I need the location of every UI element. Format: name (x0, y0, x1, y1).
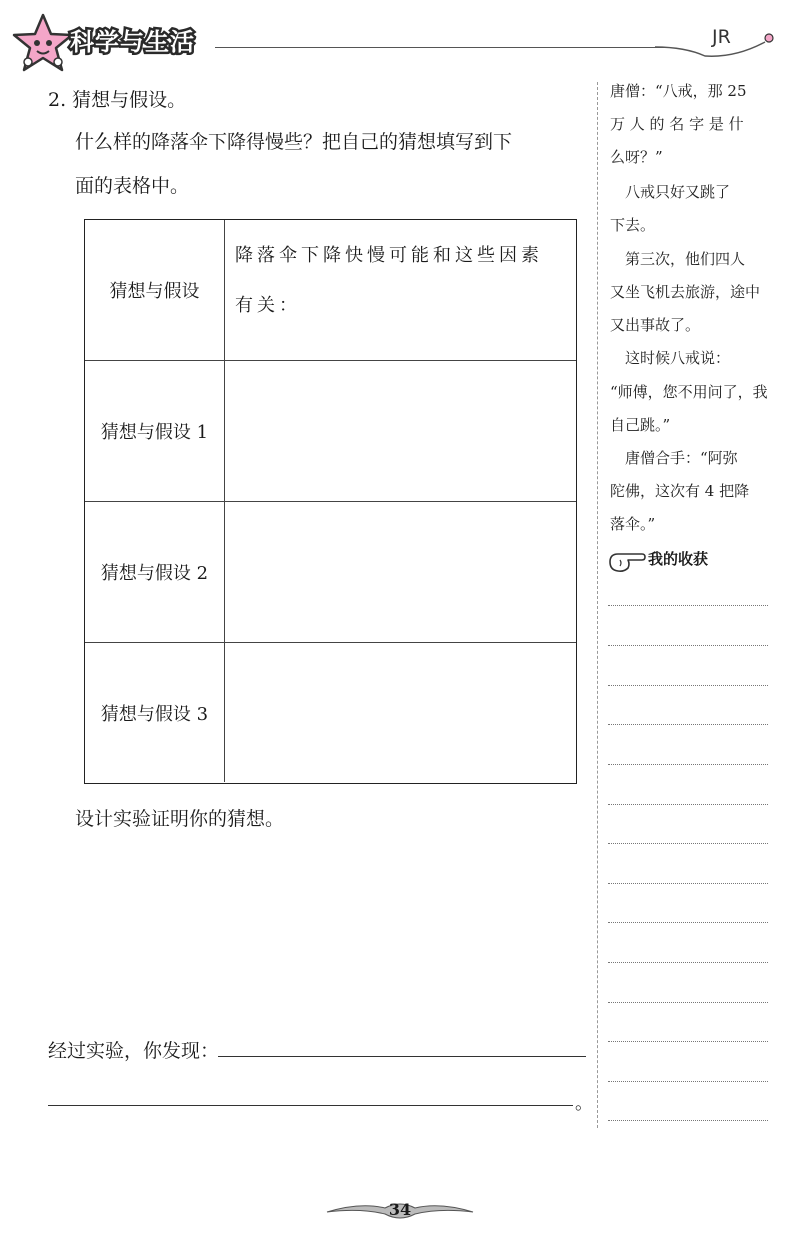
note-line[interactable] (608, 605, 768, 606)
star-mascot-logo (8, 12, 78, 76)
sidebar-story-line: 下去。 (610, 216, 656, 234)
sidebar-divider (597, 82, 598, 1128)
hypothesis-3-answer-cell[interactable] (225, 643, 576, 782)
table-header-right-line-1: 降落伞下降快慢可能和这些因素 (235, 245, 543, 266)
note-line[interactable] (608, 724, 768, 725)
table-header-right (225, 220, 576, 360)
table-row (85, 643, 576, 782)
header-title: 科学与生活 (70, 28, 195, 56)
hypothesis-2-answer-cell[interactable] (225, 502, 576, 642)
table-row-label: 猜想与假设 3 (85, 643, 225, 782)
table-row (85, 502, 576, 643)
note-line[interactable] (608, 1081, 768, 1082)
note-line[interactable] (608, 883, 768, 884)
note-line[interactable] (608, 962, 768, 963)
table-header-row (85, 220, 576, 361)
note-line[interactable] (608, 1002, 768, 1003)
note-line[interactable] (608, 1120, 768, 1121)
note-line[interactable] (608, 685, 768, 686)
sidebar-story-line: 陀佛，这次有 4 把降 (610, 482, 750, 500)
question-prompt-line-1: 什么样的降落伞下降得慢些？把自己的猜想填写到下 (75, 131, 513, 153)
result-label: 经过实验，你发现： (48, 1040, 220, 1062)
question-title: 2. 猜想与假设。 (48, 89, 187, 111)
sidebar-story-line: 落伞。” (610, 515, 656, 533)
table-header-left: 猜想与假设 (85, 220, 225, 360)
sidebar-story-line: 这时候八戒说： (610, 349, 731, 367)
harvest-title: 我的收获 (648, 550, 709, 568)
hypothesis-table (84, 219, 577, 784)
table-header-right-line-2: 有关： (235, 295, 301, 316)
table-row-label: 猜想与假设 2 (85, 502, 225, 642)
sidebar-story-line: 唐僧：“八戒，那 25 (610, 82, 747, 100)
table-row (85, 361, 576, 502)
note-line[interactable] (608, 764, 768, 765)
sidebar-story-line: 万 人 的 名 字 是 什 (610, 115, 744, 133)
question-prompt-line-2: 面的表格中。 (75, 175, 190, 197)
note-line[interactable] (608, 1041, 768, 1042)
header-code: JR (712, 26, 731, 48)
result-answer-line-1[interactable] (218, 1056, 586, 1057)
result-end-mark: 。 (575, 1093, 593, 1114)
note-line[interactable] (608, 645, 768, 646)
note-line[interactable] (608, 843, 768, 844)
sidebar-story-line: 么呀？” (610, 148, 663, 166)
design-experiment-prompt: 设计实验证明你的猜想。 (75, 808, 285, 830)
sidebar-story-line: 又坐飞机去旅游，途中 (610, 283, 761, 301)
note-line[interactable] (608, 922, 768, 923)
sidebar-story-line: 又出事故了。 (610, 316, 701, 334)
sidebar-story-line: 第三次，他们四人 (610, 250, 746, 268)
table-row-label: 猜想与假设 1 (85, 361, 225, 501)
result-answer-line-2[interactable] (48, 1105, 573, 1106)
page-number: 34 (388, 1200, 412, 1219)
hypothesis-1-answer-cell[interactable] (225, 361, 576, 501)
pointing-hand-icon (608, 550, 646, 574)
header-rule (215, 47, 665, 48)
sidebar-story-line: 八戒只好又跳了 (610, 183, 731, 201)
sidebar-story-line: “师傅，您不用问了，我 (610, 383, 768, 401)
note-line[interactable] (608, 804, 768, 805)
sidebar-story-line: 自己跳。” (610, 416, 671, 434)
sidebar-story-line: 唐僧合手：“阿弥 (610, 449, 738, 467)
